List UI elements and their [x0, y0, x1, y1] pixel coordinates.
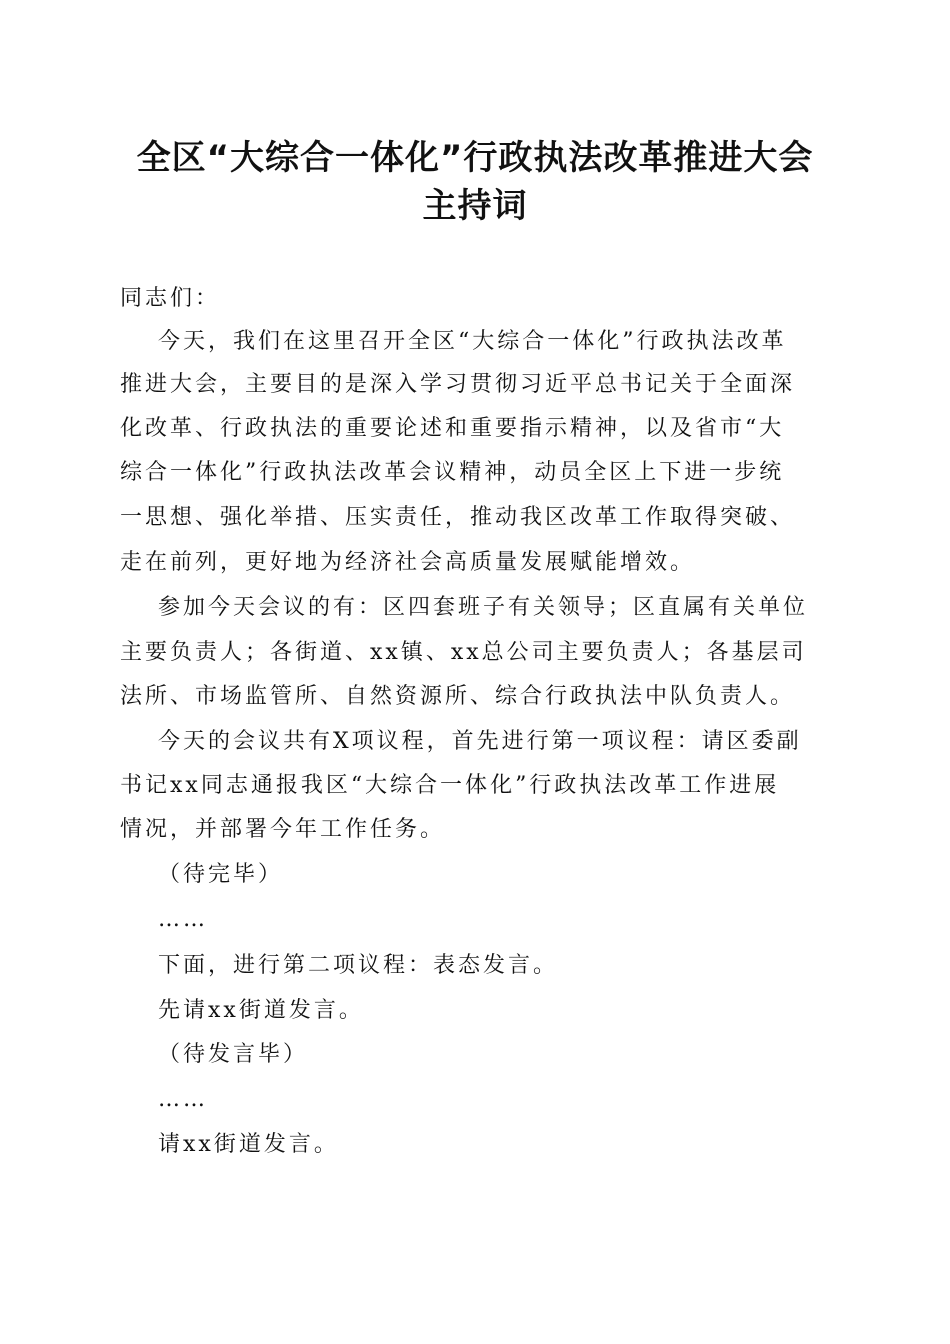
stage-note-2: （待发言毕） — [158, 1042, 309, 1067]
document-subtitle: 主持词 — [422, 186, 528, 226]
ellipsis-2: …… — [158, 1087, 208, 1112]
paragraph-1-line-1: 今天，我们在这里召开全区“大综合一体化”行政执法改革 — [158, 329, 787, 354]
agenda-item-2: 下面，进行第二项议程：表态发言。 — [158, 953, 559, 978]
salutation: 同志们： — [120, 286, 221, 311]
stage-note-1: （待完毕） — [158, 862, 284, 887]
document-title: 全区“大综合一体化”行政执法改革推进大会 — [136, 138, 814, 178]
speaker-call-2: 请xx街道发言。 — [158, 1132, 339, 1157]
paragraph-1-line-5: 一思想、强化举措、压实责任，推动我区改革工作取得突破、 — [120, 505, 796, 530]
paragraph-2-line-3: 法所、市场监管所、自然资源所、综合行政执法中队负责人。 — [120, 684, 796, 709]
speaker-call-1: 先请xx街道发言。 — [158, 998, 364, 1023]
paragraph-3-line-3: 情况，并部署今年工作任务。 — [120, 817, 446, 842]
paragraph-2-line-2: 主要负责人；各街道、xx镇、xx总公司主要负责人；各基层司 — [120, 640, 807, 665]
paragraph-2-line-1: 参加今天会议的有：区四套班子有关领导；区直属有关单位 — [158, 595, 809, 620]
paragraph-3-line-1: 今天的会议共有X项议程，首先进行第一项议程：请区委副 — [158, 729, 802, 754]
ellipsis-1: …… — [158, 907, 208, 932]
paragraph-1-line-4: 综合一体化”行政执法改革会议精神，动员全区上下进一步统 — [120, 460, 785, 485]
paragraph-3-line-2: 书记xx同志通报我区“大综合一体化”行政执法改革工作进展 — [120, 773, 780, 798]
paragraph-1-line-3: 化改革、行政执法的重要论述和重要指示精神，以及省市“大 — [120, 416, 785, 441]
paragraph-1-line-2: 推进大会，主要目的是深入学习贯彻习近平总书记关于全面深 — [120, 372, 796, 397]
paragraph-1-line-6: 走在前列，更好地为经济社会高质量发展赋能增效。 — [120, 550, 696, 575]
